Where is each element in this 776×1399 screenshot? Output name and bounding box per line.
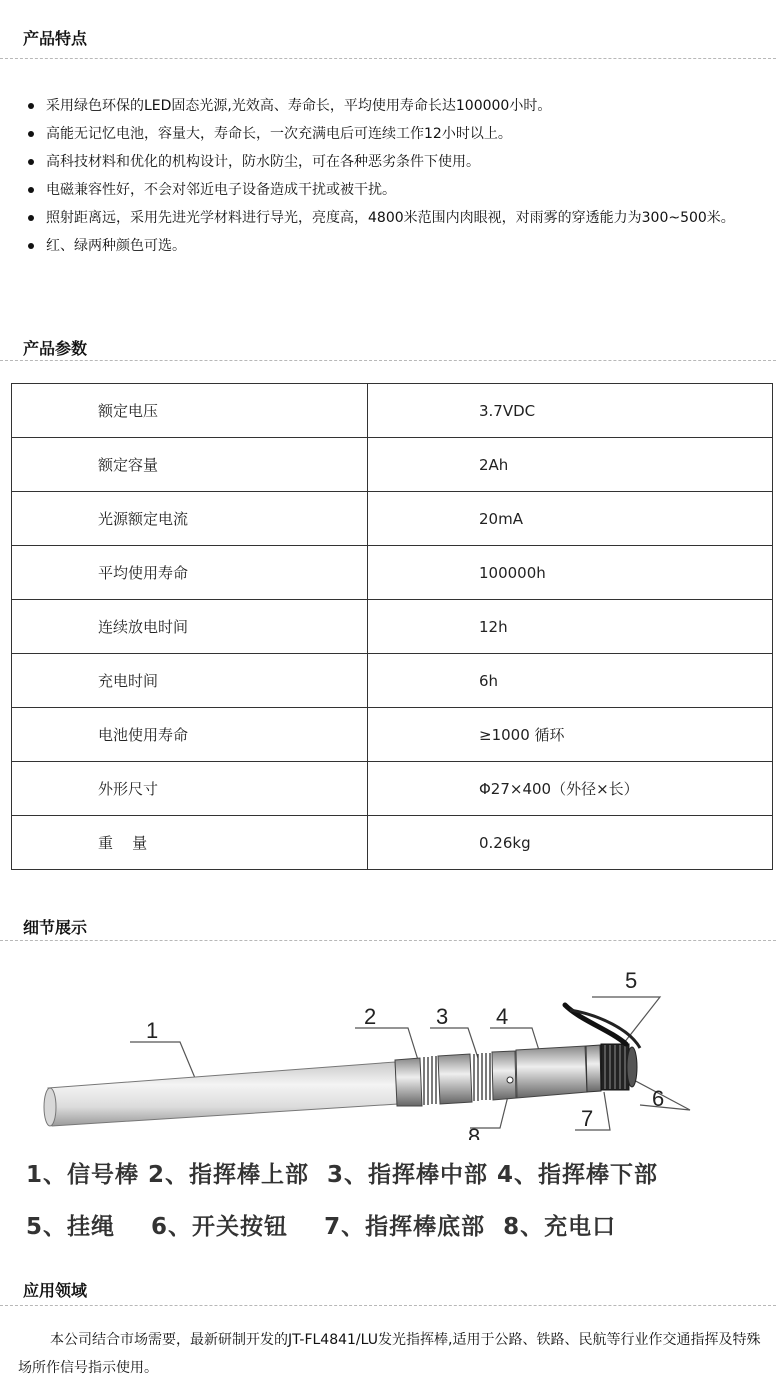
param-value: 0.26kg xyxy=(368,816,773,870)
callout-7: 7 xyxy=(581,1106,594,1131)
param-value: 6h xyxy=(368,654,773,708)
table-row xyxy=(12,546,773,600)
feature-item: 高能无记忆电池，容量大，寿命长，一次充满电后可连续工作12小时以上。 xyxy=(0,120,776,148)
callout-8: 8 xyxy=(468,1124,481,1140)
feature-item: 高科技材料和优化的机构设计，防水防尘，可在各种恶劣条件下使用。 xyxy=(0,148,776,176)
callout-5: 5 xyxy=(625,968,638,993)
callout-4: 4 xyxy=(496,1004,509,1029)
param-label: 额定容量 xyxy=(12,438,368,492)
baton-illustration xyxy=(0,960,776,1140)
table-row xyxy=(12,492,773,546)
table-row xyxy=(12,816,773,870)
param-label: 平均使用寿命 xyxy=(12,546,368,600)
callout-6: 6 xyxy=(652,1086,665,1111)
param-value: Φ27×400（外径×长） xyxy=(368,762,773,816)
table-row xyxy=(12,762,773,816)
param-label: 重 量 xyxy=(12,816,368,870)
signal-rod xyxy=(44,1062,398,1126)
param-value: ≥1000 循环 xyxy=(368,708,773,762)
details-section-title xyxy=(0,900,776,941)
application-section-title xyxy=(0,1262,776,1306)
details-title: 细节展示 xyxy=(23,918,88,937)
table-row xyxy=(12,654,773,708)
param-label: 充电时间 xyxy=(12,654,368,708)
params-section-title xyxy=(0,320,776,361)
legend-line-1: 1、信号棒 2、指挥棒上部 3、指挥棒中部 4、指挥棒下部 xyxy=(26,1162,659,1188)
feature-item: 采用绿色环保的LED固态光源,光效高、寿命长，平均使用寿命长达100000小时。 xyxy=(0,92,776,120)
legend-line-2: 5、挂绳 6、开关按钮 7、指挥棒底部 8、充电口 xyxy=(26,1214,617,1240)
table-row xyxy=(12,600,773,654)
callout-1: 1 xyxy=(146,1018,159,1043)
param-value: 3.7VDC xyxy=(368,384,773,438)
param-label: 电池使用寿命 xyxy=(12,708,368,762)
param-value: 2Ah xyxy=(368,438,773,492)
application-title: 应用领域 xyxy=(23,1281,88,1300)
table-row xyxy=(12,438,773,492)
param-label: 光源额定电流 xyxy=(12,492,368,546)
feature-item: 红、绿两种颜色可选。 xyxy=(0,232,776,260)
param-value: 20mA xyxy=(368,492,773,546)
param-label: 额定电压 xyxy=(12,384,368,438)
baton-middle xyxy=(474,1051,516,1101)
callout-2: 2 xyxy=(364,1004,377,1029)
param-label: 外形尺寸 xyxy=(12,762,368,816)
feature-item: 电磁兼容性好，不会对邻近电子设备造成干扰或被干扰。 xyxy=(0,176,776,204)
feature-item: 照射距离远，采用先进光学材料进行导光，亮度高，4800米范围内肉眼视，对雨雾的穿透能力为300~500米。 xyxy=(0,204,776,232)
params-title: 产品参数 xyxy=(23,339,88,358)
param-label: 连续放电时间 xyxy=(12,600,368,654)
callout-3: 3 xyxy=(436,1004,449,1029)
table-row xyxy=(12,384,773,438)
features-title: 产品特点 xyxy=(23,29,88,48)
table-row xyxy=(12,708,773,762)
baton-lower xyxy=(516,1046,587,1098)
application-text: 本公司结合市场需要，最新研制开发的JT-FL4841/LU发光指挥棒,适用于公路、铁路、民航等行业作交通指挥及特殊场所作信号指示使用。 xyxy=(18,1332,761,1376)
features-section-title xyxy=(0,0,776,59)
baton-diagram xyxy=(0,960,776,1260)
baton-upper xyxy=(395,1054,472,1106)
param-value: 12h xyxy=(368,600,773,654)
param-value: 100000h xyxy=(368,546,773,600)
features-list xyxy=(0,92,776,260)
params-table xyxy=(11,383,773,870)
